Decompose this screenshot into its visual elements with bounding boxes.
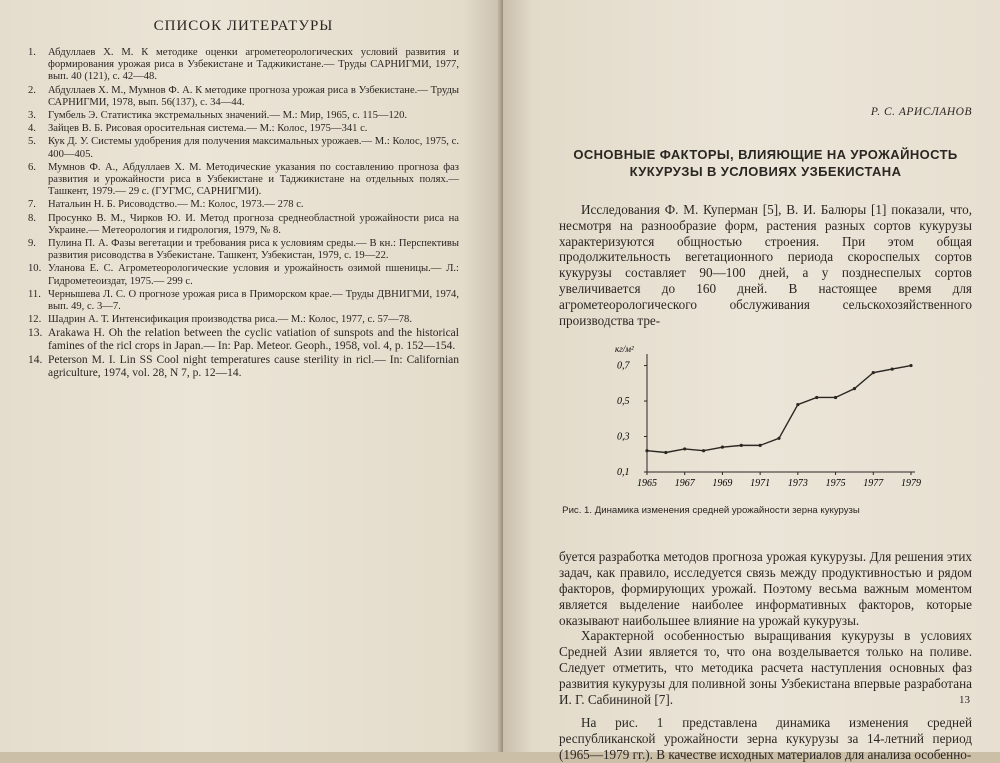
reference-text: Уланова Е. С. Агрометеорологические условия и урожайность озимой пшеницы.— Л.: Гидрометеоиздат, 1975.— 299 с.: [48, 263, 459, 287]
x-tick-label: 1975: [825, 478, 846, 490]
x-tick-label: 1973: [787, 478, 808, 490]
reference-number: 1.: [28, 47, 36, 58]
reference-item: [28, 162, 459, 199]
data-point: [909, 364, 912, 367]
x-tick-label: 1971: [750, 478, 771, 490]
reference-text: Гумбель Э. Статистика экстремальных значений.— М.: Мир, 1965, с. 115—120.: [48, 110, 408, 122]
reference-text: Чернышева Л. С. О прогнозе урожая риса в Приморском крае.— Труды ДВНИГМИ, 1974, вып. 49, с. 3—7.: [48, 288, 459, 313]
y-tick-label: 0,7: [617, 360, 630, 372]
data-point: [721, 446, 724, 449]
x-tick-label: 1967: [674, 478, 695, 490]
reference-number: 3.: [28, 110, 36, 122]
reference-number: 8.: [28, 212, 36, 224]
reference-text: Пулина П. А. Фазы вегетации и требования риса к условиям среды.— В кн.: Перспективы развития рисоводства в Узбекистане. Ташкент, Узбекистан, 1979, с. 19—22.: [48, 238, 459, 262]
paragraph-3: Характерной особенностью выращивания кукурузы в условиях Средней Азии является то, что она возделывается только на поливе. Следует отметить, что методика расчета наступления основных фаз развития кукурузы для поливной зоны Узбекистана впервые разработана И. Г. Сабининой [7].: [559, 628, 972, 707]
x-tick-label: 1979: [901, 478, 921, 490]
reference-text: Зайцев В. Б. Рисовая оросительная система.— М.: Колос, 1975—341 с.: [48, 123, 368, 135]
reference-text: Абдуллаев Х. М., Мумнов Ф. А. К методике прогноза урожая риса в Узбекистане.— Труды САРНИГМИ, 1978, вып. 56(137), с. 34—44.: [48, 84, 459, 108]
reference-item: [28, 136, 459, 160]
paragraph-1: Исследования Ф. М. Куперман [5], В. И. Балюры [1] показали, что, несмотря на разнообразие форм, растения разных сортов кукурузы характеризуются общностью строения. При этом общая продолжительность вегетационного периода скороспелых сортов кукурузы составляет 90—100 дней, а у позднеспелых сортов увеличивается до 160 дней. В настоящее время для агрометеорологического обслуживания сельскохозяйственного производства тре-: [559, 202, 972, 328]
x-tick-label: 1977: [863, 478, 884, 490]
x-tick-label: 1969: [712, 478, 733, 490]
reference-number: 12.: [28, 314, 42, 326]
data-point: [759, 444, 762, 447]
paragraph-2: буется разработка методов прогноза урожая кукурузы. Для решения этих задач, как правило, исследуется связь между продуктивностью и рядом факторов, формирующих урожай. Поэтому весьма важным моментом является выделение наиболее информативных факторов, которые оказывают наибольшее влияние на урожай кукурузы.: [559, 549, 972, 628]
y-tick-label: 0,5: [617, 396, 630, 408]
reference-text: Arakawa H. Oh the relation between the cyclic vatiation of sunspots and the historical famines of the ricl crops in Japan.— In: Pap. Meteor. Geoph., 1958, vol. 4, p. 152—154.: [48, 327, 459, 353]
left-page: [0, 0, 503, 752]
reference-text: Натальин Н. Б. Рисоводство.— М.: Колос, 1973.— 278 с.: [48, 199, 304, 211]
data-point: [815, 396, 818, 399]
reference-item: [28, 123, 459, 135]
reference-text: Мумнов Ф. А., Абдуллаев Х. М. Методические указания по составлению прогноза фаз развития и урожайности риса в Узбекистане и Таджикистане на отдельных полях.— Ташкент, 1979.— 29 с. (ГУГМС, САРНИГМИ).: [48, 161, 459, 198]
yield-chart: [611, 340, 941, 505]
y-tick-label: 0,3: [617, 431, 630, 443]
reference-item: [28, 263, 459, 287]
data-point: [891, 368, 894, 371]
references-title: СПИСОК ЛИТЕРАТУРЫ: [153, 18, 334, 34]
reference-item: [28, 238, 459, 262]
reference-text: Кук Д. У. Системы удобрения для получения максимальных урожаев.— М.: Колос, 1975, с. 400—405.: [48, 136, 459, 160]
yield-chart-svg: [611, 340, 931, 500]
data-point: [853, 387, 856, 390]
data-point: [796, 403, 799, 406]
reference-item: [28, 314, 459, 326]
paragraph-4: На рис. 1 представлена динамика изменения средней республиканской урожайности зерна кукурузы за 14-летний период (1965—1979 гг.). В качестве исходных материалов для анализа особенно-: [559, 715, 972, 762]
right-page: [503, 0, 1000, 762]
reference-item: [28, 85, 459, 109]
data-point: [702, 449, 705, 452]
reference-number: 14.: [28, 354, 43, 367]
y-axis-label: кг/м²: [615, 344, 634, 355]
reference-number: 5.: [28, 136, 36, 148]
reference-item: [28, 289, 459, 313]
data-point: [777, 437, 780, 440]
reference-text: Шадрин А. Т. Интенсификация производства риса.— М.: Колос, 1977, с. 57—78.: [48, 314, 412, 326]
reference-number: 11.: [28, 288, 41, 300]
reference-text: Peterson M. I. Lin SS Cool night temperatures cause sterility in ricl.— In: Californian agriculture, 1974, vol. 28, N 7, p. 12—14.: [48, 354, 459, 380]
reference-number: 7.: [28, 199, 36, 211]
reference-number: 4.: [28, 123, 36, 135]
data-point: [872, 371, 875, 374]
reference-item: [28, 47, 459, 84]
reference-item: [28, 327, 459, 353]
reference-item: [28, 110, 459, 122]
reference-number: 9.: [28, 238, 36, 250]
reference-item: [28, 354, 459, 380]
data-point: [740, 444, 743, 447]
data-point: [664, 451, 667, 454]
figure-caption: Рис. 1. Динамика изменения средней урожайности зерна кукурузы: [562, 505, 860, 517]
reference-item: [28, 199, 459, 211]
data-point: [683, 448, 686, 451]
reference-text: Абдуллаев Х. М. К методике оценки агрометеорологических условий развития и формирования урожая риса в Узбекистане и Таджикистане.— Труды САРНИГМИ, 1977, вып. 40 (121), с. 42—48.: [48, 47, 459, 83]
y-tick-label: 0,1: [617, 467, 630, 479]
reference-text: Просунко В. М., Чирков Ю. И. Метод прогноза среднеобластной урожайности риса на Украине.— Метеорология и гидрология, 1979, № 8.: [48, 212, 459, 236]
data-point: [834, 396, 837, 399]
x-tick-label: 1965: [637, 478, 657, 490]
article-title: ОСНОВНЫЕ ФАКТОРЫ, ВЛИЯЮЩИЕ НА УРОЖАЙНОСТЬ КУКУРУЗЫ В УСЛОВИЯХ УЗБЕКИСТАНА: [573, 147, 958, 179]
reference-number: 13.: [28, 327, 43, 340]
reference-number: 2.: [28, 84, 36, 96]
data-point: [645, 449, 648, 452]
reference-number: 10.: [28, 263, 42, 275]
reference-number: 6.: [28, 161, 36, 173]
reference-item: [28, 213, 459, 237]
article-author: Р. С. АРИСЛАНОВ: [870, 106, 972, 118]
page-number: 13: [959, 694, 970, 706]
references-list: [28, 47, 459, 380]
